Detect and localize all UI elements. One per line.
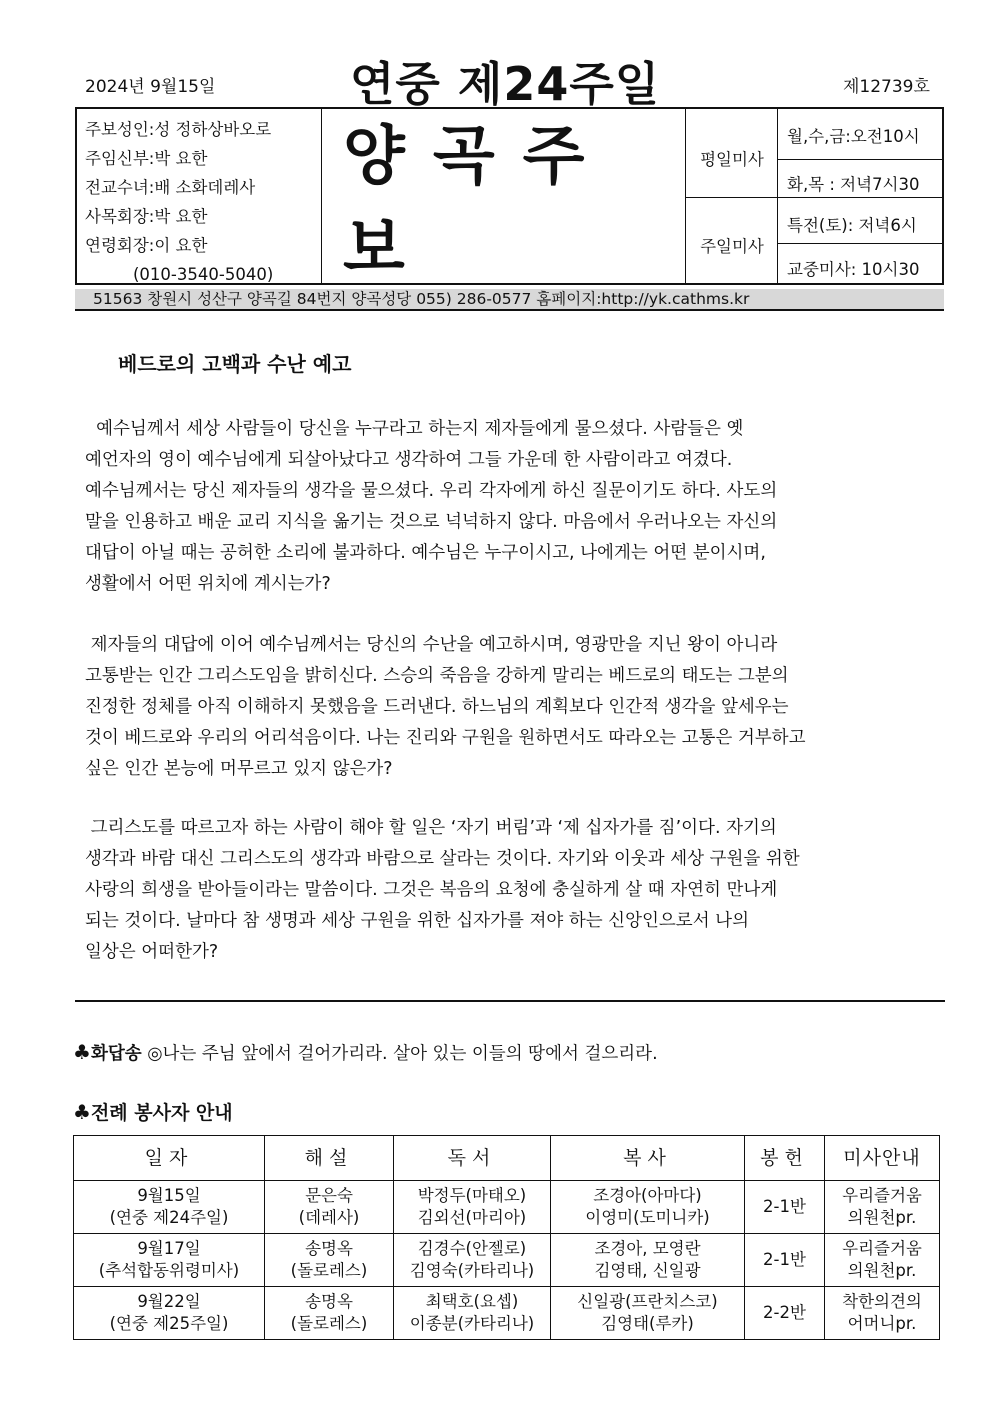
- bulletin-date: 2024년 9월15일: [85, 77, 216, 97]
- psalm-label: 화답송: [90, 1044, 142, 1064]
- cell-line: (연중 제25주일): [109, 1314, 229, 1333]
- cell-offering: 2-1반: [745, 1181, 825, 1234]
- liturgy-roster-table: [73, 1135, 940, 1340]
- cell-line: 조경아, 모영란: [594, 1239, 701, 1258]
- cell-server: [551, 1287, 745, 1340]
- cell-offering: 2-1반: [745, 1234, 825, 1287]
- cell-line: (돌로레스): [290, 1261, 368, 1280]
- divider-line: [777, 159, 942, 160]
- table-row: [74, 1287, 940, 1340]
- weekday-mass-label: 평일미사: [700, 150, 764, 169]
- cell-mass-guide: [825, 1234, 940, 1287]
- cell-line: 박정두(마태오): [417, 1186, 527, 1205]
- cell-offering: 2-2반: [745, 1287, 825, 1340]
- divider-line: [321, 109, 322, 283]
- weekday-mass-time: 화,목 : 저녁7시30: [787, 175, 920, 194]
- cell-server: [551, 1234, 745, 1287]
- cell-line: 어머니pr.: [847, 1314, 917, 1333]
- staff-patron: 주보성인:성 정하상바오로: [85, 120, 272, 139]
- cell-line: 우리즐거움: [842, 1239, 922, 1258]
- cell-date: [74, 1287, 265, 1340]
- cell-line: 9월22일: [137, 1292, 201, 1311]
- paper-name: 양곡주보: [343, 120, 613, 286]
- text-line: 대답이 아닐 때는 공허한 소리에 불과하다. 예수님은 누구이시고, 나에게는 어떤 분이시며,: [85, 543, 766, 563]
- cell-line: (돌로레스): [290, 1314, 368, 1333]
- text-line: 말을 인용하고 배운 교리 지식을 옮기는 것으로 넉넉하지 않다. 마음에서 우러나오는 자신의: [85, 512, 778, 532]
- text-line: 생활에서 어떤 위치에 계시는가?: [85, 574, 331, 594]
- cell-line: 의원천pr.: [847, 1261, 917, 1280]
- weekday-mass-time: 월,수,금:오전10시: [787, 127, 920, 146]
- address-bar: 51563 창원시 성산구 양곡길 84번지 양곡성당 055) 286-0577 홈페이지:http://yk.cathms.kr: [75, 289, 944, 311]
- cell-date: [74, 1181, 265, 1234]
- cell-line: 김경수(안젤로): [417, 1239, 527, 1258]
- cell-line: 김영숙(카타리나): [409, 1261, 535, 1280]
- cell-line: 문은숙: [305, 1186, 353, 1205]
- column-header-reading: 독서: [394, 1136, 551, 1181]
- text-line: 고통받는 인간 그리스도임을 밝히신다. 스승의 죽음을 강하게 말리는 베드로의 태도는 그분의: [85, 666, 789, 686]
- column-header-commentary: 해설: [265, 1136, 394, 1181]
- cell-commentary: [265, 1181, 394, 1234]
- cell-mass-guide: [825, 1287, 940, 1340]
- cell-reading: [394, 1287, 551, 1340]
- cell-commentary: [265, 1287, 394, 1340]
- cell-reading: [394, 1181, 551, 1234]
- column-header-offering: 봉헌: [745, 1136, 825, 1181]
- issue-number: 제12739호: [843, 77, 930, 97]
- staff-list: [85, 115, 273, 289]
- text-line: 진정한 정체를 아직 이해하지 못했음을 드러낸다. 하느님의 계획보다 인간적 생각을 앞세우는: [85, 697, 789, 717]
- text-line: 그리스도를 따르고자 하는 사람이 해야 할 일은 ‘자기 버림’과 ‘제 십자가를 짐’이다. 자기의: [85, 818, 777, 838]
- staff-phone: (010-3540-5040): [133, 265, 274, 284]
- sermon-paragraph-1: [85, 414, 935, 600]
- page-title: 연중 제24주일: [350, 57, 661, 111]
- sunday-mass-time: 특전(토): 저녁6시: [787, 216, 917, 235]
- table-row: [74, 1181, 940, 1234]
- cell-line: 김영태(루카): [601, 1314, 694, 1333]
- cell-line: 우리즐거움: [842, 1186, 922, 1205]
- sunday-mass-time: 교중미사: 10시30: [787, 260, 920, 279]
- text-line: 사랑의 희생을 받아들이라는 말씀이다. 그것은 복음의 요청에 충실하게 살 때 자연히 만나게: [85, 880, 778, 900]
- cell-line: 이종분(카타리나): [409, 1314, 535, 1333]
- text-line: 생각과 바람 대신 그리스도의 생각과 바람으로 살라는 것이다. 자기와 이웃과 세상 구원을 위한: [85, 849, 800, 869]
- cell-line: 송명옥: [305, 1239, 353, 1258]
- text-line: 예언자의 영이 예수님에게 되살아났다고 생각하여 그들 가운데 한 사람이라고 여겼다.: [85, 450, 733, 470]
- staff-sister: 전교수녀:배 소화데레사: [85, 178, 256, 197]
- text-line: 예수님께서는 당신 제자들의 생각을 물으셨다. 우리 각자에게 하신 질문이기도 하다. 사도의: [85, 481, 778, 501]
- text-line: 일상은 어떠한가?: [85, 942, 219, 962]
- column-header-mass-guide: 미사안내: [825, 1136, 940, 1181]
- cell-mass-guide: [825, 1181, 940, 1234]
- column-header-server: 복사: [551, 1136, 745, 1181]
- text-line: 제자들의 대답에 이어 예수님께서는 당신의 수난을 예고하시며, 영광만을 지닌 왕이 아니라: [85, 635, 778, 655]
- cell-line: 이영미(도미니카): [585, 1208, 710, 1227]
- text-line: 되는 것이다. 날마다 참 생명과 세상 구원을 위한 십자가를 져야 하는 신앙인으로서 나의: [85, 911, 749, 931]
- responsorial-psalm: [73, 1040, 658, 1065]
- table-row: [74, 1234, 940, 1287]
- divider-line: [777, 243, 942, 244]
- club-icon: ♣: [73, 1100, 91, 1124]
- section-divider: [75, 1000, 945, 1002]
- cell-line: (데레사): [298, 1208, 360, 1227]
- cell-commentary: [265, 1234, 394, 1287]
- sermon-paragraph-3: [85, 813, 935, 968]
- masthead-box: [75, 107, 944, 285]
- text-line: 예수님께서 세상 사람들이 당신을 누구라고 하는지 제자들에게 물으셨다. 사람들은 옛: [85, 419, 744, 439]
- text-line: 싶은 인간 본능에 머무르고 있지 않은가?: [85, 759, 393, 779]
- divider-line: [777, 109, 778, 283]
- psalm-text: ◎나는 주님 앞에서 걸어가리라. 살아 있는 이들의 땅에서 걸으리라.: [141, 1044, 658, 1064]
- divider-line: [685, 197, 942, 198]
- sunday-mass-label: 주일미사: [700, 237, 764, 256]
- cell-line: 9월15일: [137, 1186, 201, 1205]
- staff-council-president: 사목회장:박 요한: [85, 207, 208, 226]
- cell-line: 착한의견의: [842, 1292, 922, 1311]
- sermon-title: 베드로의 고백과 수난 예고: [118, 352, 352, 376]
- cell-line: 조경아(아마다): [593, 1186, 702, 1205]
- divider-line: [685, 109, 686, 283]
- cell-line: 김영태, 신일광: [594, 1261, 701, 1280]
- roster-section-title: [73, 1098, 233, 1125]
- staff-pastor: 주임신부:박 요한: [85, 149, 208, 168]
- sermon-paragraph-2: [85, 630, 935, 785]
- cell-line: 신일광(프란치스코): [577, 1292, 718, 1311]
- column-header-date: 일자: [74, 1136, 265, 1181]
- cell-reading: [394, 1234, 551, 1287]
- cell-line: 의원천pr.: [847, 1208, 917, 1227]
- text-line: 것이 베드로와 우리의 어리석음이다. 나는 진리와 구원을 원하면서도 따라오는 고통은 거부하고: [85, 728, 806, 748]
- cell-line: 최택호(요셉): [425, 1292, 519, 1311]
- cell-line: 송명옥: [305, 1292, 353, 1311]
- cell-server: [551, 1181, 745, 1234]
- roster-title: 전례 봉사자 안내: [90, 1102, 233, 1124]
- cell-line: 9월17일: [137, 1239, 201, 1258]
- cell-line: (연중 제24주일): [109, 1208, 229, 1227]
- cell-line: (추석합동위령미사): [98, 1261, 240, 1280]
- club-icon: ♣: [73, 1040, 91, 1064]
- cell-line: 김외선(마리아): [417, 1208, 527, 1227]
- staff-funeral-president: 연령회장:이 요한: [85, 236, 208, 255]
- cell-date: [74, 1234, 265, 1287]
- table-header-row: [74, 1136, 940, 1181]
